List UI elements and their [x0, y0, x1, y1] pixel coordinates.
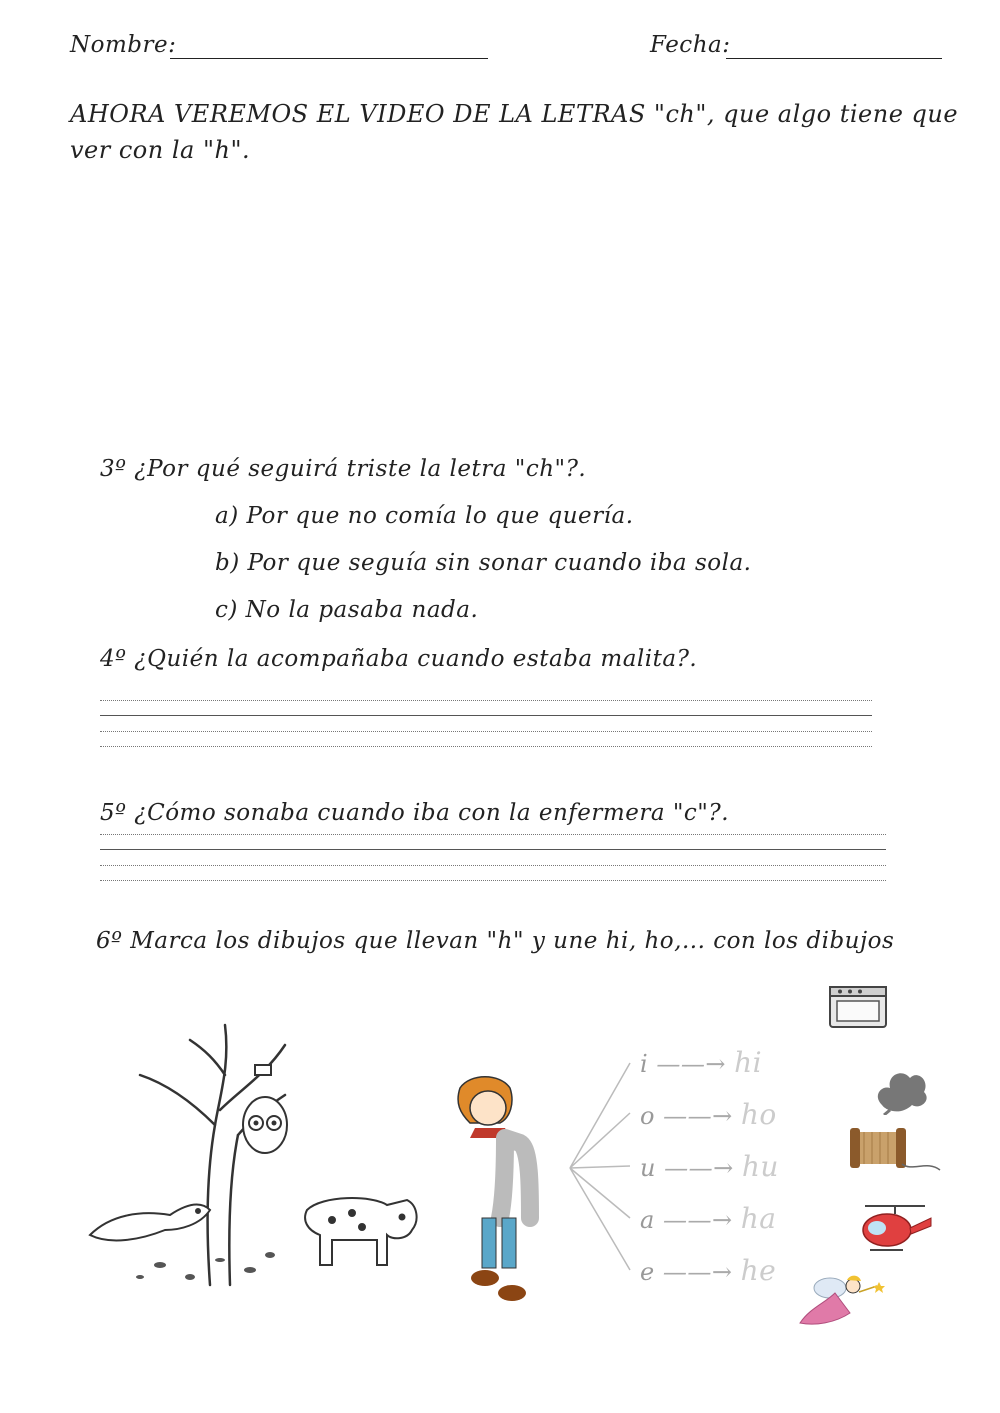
guide-line: [100, 865, 886, 866]
vowel-label: a: [640, 1206, 655, 1234]
girl-h-illustration[interactable]: [430, 1068, 570, 1308]
syllable-row-hu[interactable]: [640, 1150, 779, 1183]
syllable-row-hi[interactable]: [640, 1046, 762, 1079]
question-4: 4º ¿Quién la acompañaba cuando estaba malita?.: [100, 646, 698, 672]
owl-figure: [243, 1065, 287, 1153]
q3-option-a: a) Por que no comía lo que quería.: [215, 503, 634, 529]
thread-spool-icon[interactable]: [842, 1120, 942, 1175]
intro-line-2: ver con la "h".: [70, 136, 251, 164]
weasel-figure: [90, 1205, 210, 1241]
guide-line: [100, 834, 886, 835]
question-3: 3º ¿Por qué seguirá triste la letra "ch"?.: [100, 456, 587, 482]
arrow-icon: ——→: [656, 1050, 735, 1078]
vowel-label: e: [640, 1258, 655, 1286]
q3-option-b: b) Por que seguía sin sonar cuando iba sola.: [215, 550, 752, 576]
syllable-label: he: [740, 1254, 777, 1287]
syllable-label: ho: [740, 1098, 777, 1131]
arrow-icon: ——→: [662, 1206, 741, 1234]
arrow-icon: ——→: [663, 1102, 741, 1130]
syllable-label: hu: [741, 1150, 779, 1183]
syllable-label: hi: [734, 1046, 763, 1079]
helicopter-icon[interactable]: [855, 1200, 935, 1255]
smoke-icon[interactable]: [872, 1060, 932, 1115]
nombre-field[interactable]: [170, 58, 488, 59]
nombre-label: Nombre:: [70, 32, 177, 58]
base-line: [100, 715, 872, 716]
fecha-field[interactable]: [726, 58, 942, 59]
intro-line-1: AHORA VEREMOS EL VIDEO DE LA LETRAS "ch", que algo tiene que: [70, 100, 959, 128]
dog-illustration[interactable]: [292, 1175, 427, 1285]
guide-line: [100, 700, 872, 701]
syllable-row-he[interactable]: [640, 1254, 776, 1287]
syllable-row-ha[interactable]: [640, 1202, 776, 1235]
oven-icon[interactable]: [828, 985, 888, 1030]
guide-line: [100, 746, 872, 747]
vowel-label: u: [640, 1154, 656, 1182]
fairy-icon[interactable]: [795, 1268, 885, 1338]
vowel-label: o: [640, 1102, 655, 1130]
guide-line: [100, 731, 872, 732]
question-6: 6º Marca los dibujos que llevan "h" y une hi, ho,... con los dibujos: [96, 928, 895, 954]
tree-illustration[interactable]: [80, 1015, 290, 1290]
q3-option-c: c) No la pasaba nada.: [215, 597, 479, 623]
arrow-icon: ——→: [662, 1258, 741, 1286]
vowel-label: i: [640, 1050, 649, 1078]
syllable-row-ho[interactable]: [640, 1098, 777, 1131]
arrow-icon: ——→: [664, 1154, 742, 1182]
guide-line: [100, 880, 886, 881]
fecha-label: Fecha:: [650, 32, 731, 58]
base-line: [100, 849, 886, 850]
syllable-label: ha: [740, 1202, 777, 1235]
question-5: 5º ¿Cómo sonaba cuando iba con la enfermera "c"?.: [100, 800, 730, 826]
